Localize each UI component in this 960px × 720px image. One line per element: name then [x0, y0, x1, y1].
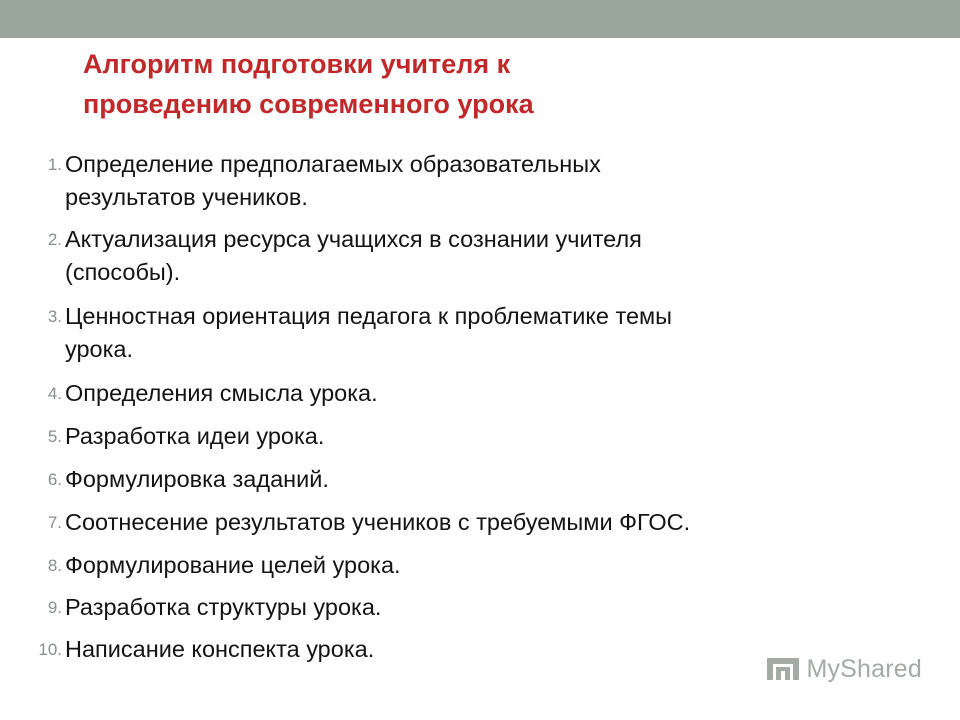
list-item-number: 10. [38, 640, 62, 659]
list-item-text [65, 223, 945, 289]
list-item-text: Разработка структуры урока. [65, 594, 382, 620]
list-item-number: 5. [47, 427, 62, 446]
list-item-text: Формулирование целей урока. [65, 552, 401, 578]
list-item-text: Определения смысла урока. [65, 380, 378, 406]
list-item-text-line-2: урока. [65, 336, 134, 362]
list-item-text-line-2: (способы). [65, 259, 181, 285]
list-item-number: 6. [47, 470, 62, 489]
list-item-number: 7. [47, 513, 62, 532]
list-item-number: 9. [47, 598, 62, 617]
list-item-number: 8. [47, 556, 62, 575]
list-item-text-line-1: Ценностная ориентация педагога к проблематике темы [65, 303, 673, 329]
list-item-text-line-1: Определение предполагаемых образовательных [65, 151, 601, 177]
myshared-watermark [766, 655, 922, 684]
list-item-text: Соотнесение результатов учеников с требуемыми ФГОС. [65, 509, 691, 535]
slide-title [83, 44, 883, 124]
list-item-number: 4. [47, 384, 62, 403]
list-item-text-line-2: результатов учеников. [65, 184, 308, 210]
myshared-logo-icon [766, 657, 800, 683]
watermark-text: MyShared [806, 655, 922, 683]
list-item-text: Разработка идеи урока. [65, 423, 325, 449]
list-item-text [65, 300, 945, 366]
list-item-number: 3. [47, 307, 62, 326]
list-item-text: Написание конспекта урока. [65, 636, 375, 662]
top-accent-bar [0, 0, 960, 38]
list-item-number: 1. [47, 155, 62, 174]
list-item-text-line-1: Актуализация ресурса учащихся в сознании учителя [65, 226, 642, 252]
list-item-text [65, 148, 945, 214]
list-item-number: 2. [47, 230, 62, 249]
slide-title-line-2: проведению современного урока [83, 89, 534, 119]
slide-title-line-1: Алгоритм подготовки учителя к [83, 49, 511, 79]
list-item-text: Формулировка заданий. [65, 466, 329, 492]
